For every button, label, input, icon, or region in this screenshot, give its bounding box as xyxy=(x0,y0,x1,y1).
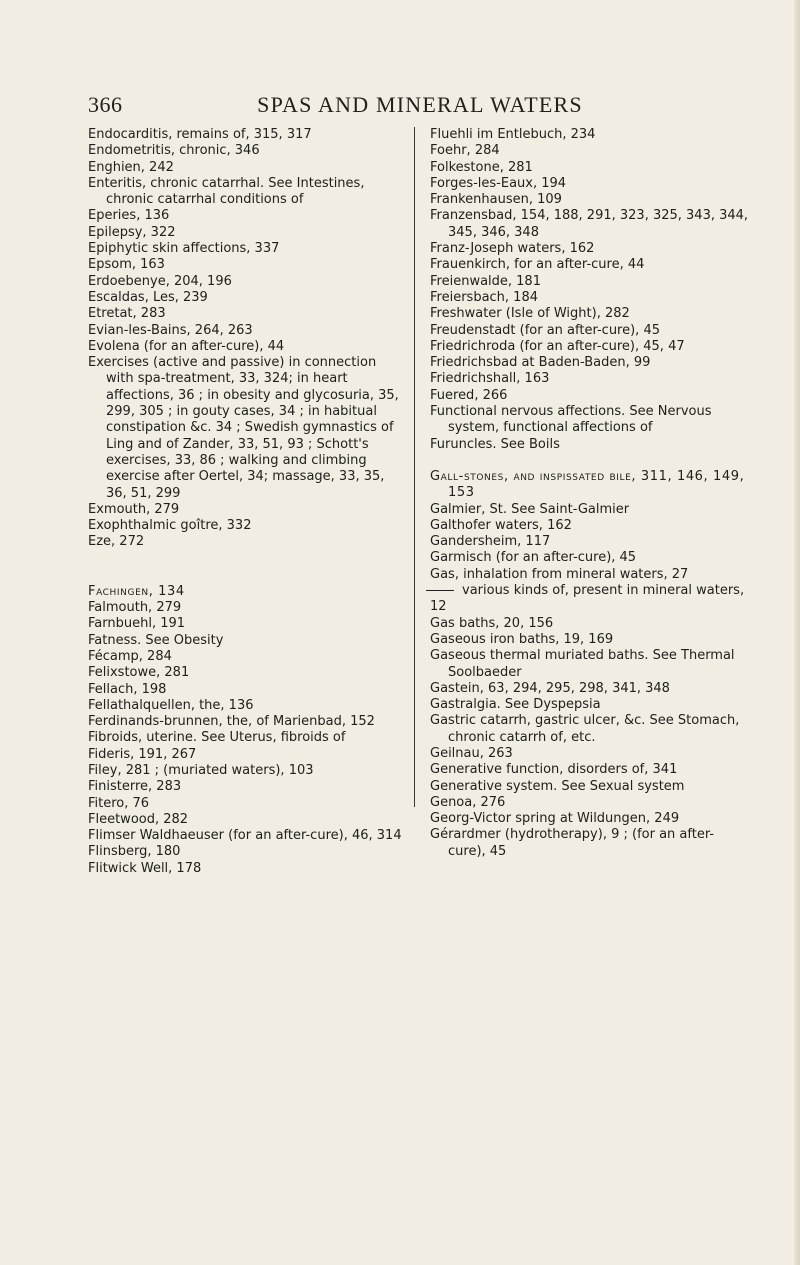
index-entry: Enghien, 242 xyxy=(88,159,174,175)
index-entry: Escaldas, Les, 239 xyxy=(88,289,208,305)
index-entry: Fibroids, uterine. See Uterus, fibroids of xyxy=(88,730,346,746)
index-entry: Eze, 272 xyxy=(88,534,145,550)
index-entry: Garmisch (for an after-cure), 45 xyxy=(430,550,637,566)
index-subentry-text: various kinds of, present in mineral waters, 12 xyxy=(430,583,745,615)
index-entry: Functional nervous affections. See Nervous system, functional affections of xyxy=(430,404,712,436)
index-entry: Flitwick Well, 178 xyxy=(88,860,202,876)
index-entry: Galthofer waters, 162 xyxy=(430,517,572,533)
index-entry: Epiphytic skin affections, 337 xyxy=(88,241,280,257)
index-entry: Friedrichroda (for an after-cure), 45, 47 xyxy=(430,338,685,354)
index-entry: Foehr, 284 xyxy=(430,143,500,159)
index-entry: Exophthalmic goître, 332 xyxy=(88,518,252,534)
index-entry: Farnbuehl, 191 xyxy=(88,616,186,632)
index-entry: Evian-les-Bains, 264, 263 xyxy=(88,322,253,338)
index-entry: Fuered, 266 xyxy=(430,387,508,403)
index-entry: Etretat, 283 xyxy=(88,306,166,322)
index-entry: Genoa, 276 xyxy=(430,794,506,810)
index-entry: Furuncles. See Boils xyxy=(430,436,560,452)
index-entry: Fleetwood, 282 xyxy=(88,811,189,827)
running-head: SPAS AND MINERAL WATERS xyxy=(257,92,583,117)
ditto-dash xyxy=(426,590,454,591)
index-entry: Generative system. See Sexual system xyxy=(430,778,685,794)
index-entry: Epilepsy, 322 xyxy=(88,224,176,240)
index-entry: Gastein, 63, 294, 295, 298, 341, 348 xyxy=(430,680,670,696)
index-entry: Epsom, 163 xyxy=(88,257,165,273)
index-entry: Gas baths, 20, 156 xyxy=(430,615,554,631)
index-entry: Georg-Victor spring at Wildungen, 249 xyxy=(430,811,680,827)
index-entry: Friedrichsbad at Baden-Baden, 99 xyxy=(430,355,651,371)
index-entry: Filey, 281 ; (muriated waters), 103 xyxy=(88,762,314,778)
index-entry: Galmier, St. See Saint-Galmier xyxy=(430,501,630,517)
index-entry: Gall-stones, and inspissated bile, 311, 146, 149, 153 xyxy=(430,468,745,501)
index-entry: Gaseous iron baths, 19, 169 xyxy=(430,631,614,647)
index-entry: Fachingen, 134 xyxy=(88,583,185,599)
index-entry: Franz-Joseph waters, 162 xyxy=(430,241,595,257)
index-entry: Flimser Waldhaeuser (for an after-cure), 46, 314 xyxy=(88,828,402,844)
index-entry: Exercises (active and passive) in connection with spa-treatment, 33, 324; in heart affections, 36 ; in obesity and glycosuria, 35, 299, 305 ; in gouty cases, 34 ; in habitual constipation &c. 34 ; Swedish gymnastics of Ling and of Zander, 33, 51, 93 ; Schott's exercises, 33, 86 ; walking and climbing exercise after Oertel, 34; massage, 33, 35, 36, 51, 299 xyxy=(88,355,399,501)
index-entry: Generative function, disorders of, 341 xyxy=(430,762,678,778)
index-entry: Endocarditis, remains of, 315, 317 xyxy=(88,127,312,142)
index-entry: Folkestone, 281 xyxy=(430,159,533,175)
index-entry: Finisterre, 283 xyxy=(88,779,182,795)
index-entry: Falmouth, 279 xyxy=(88,600,182,616)
index-entry: Frankenhausen, 109 xyxy=(430,192,562,208)
index-entry: Gastric catarrh, gastric ulcer, &c. See Stomach, chronic catarrh of, etc. xyxy=(430,713,740,745)
index-entry: Freudenstadt (for an after-cure), 45 xyxy=(430,322,660,338)
index-entry: Enteritis, chronic catarrhal. See Intestines, chronic catarrhal conditions of xyxy=(88,175,365,208)
index-entry: Erdoebenye, 204, 196 xyxy=(88,273,232,289)
index-entry: Freshwater (Isle of Wight), 282 xyxy=(430,306,630,322)
index-entry: Fatness. See Obesity xyxy=(88,632,224,648)
index-entry: Fitero, 76 xyxy=(88,795,150,811)
index-entry: Friedrichshall, 163 xyxy=(430,371,550,387)
index-entry: Flinsberg, 180 xyxy=(88,844,181,860)
index-entry: Gérardmer (hydrotherapy), 9 ; (for an after-cure), 45 xyxy=(430,827,715,859)
index-entry: Gas, inhalation from mineral waters, 27 xyxy=(430,566,689,582)
index-entry: Fécamp, 284 xyxy=(88,648,172,664)
index-entry: Endometritis, chronic, 346 xyxy=(88,143,260,159)
page-edge xyxy=(794,0,800,1265)
index-entry: Frauenkirch, for an after-cure, 44 xyxy=(430,257,645,273)
index-entry: Gaseous thermal muriated baths. See Thermal Soolbaeder xyxy=(430,648,735,680)
index-entry: Fellathalquellen, the, 136 xyxy=(88,697,254,713)
page-number: 366 xyxy=(88,92,123,117)
index-entry: Fellach, 198 xyxy=(88,681,167,697)
index-column-right xyxy=(430,127,750,860)
index-entry: Exmouth, 279 xyxy=(88,501,180,517)
index-entry: Freienwalde, 181 xyxy=(430,273,541,289)
index-subentry xyxy=(430,583,750,616)
index-entry: Franzensbad, 154, 188, 291, 323, 325, 343, 344, 345, 346, 348 xyxy=(430,208,749,240)
index-column-left xyxy=(88,127,406,877)
column-divider xyxy=(414,127,415,807)
index-entry: Geilnau, 263 xyxy=(430,745,513,761)
index-entry: Forges-les-Eaux, 194 xyxy=(430,175,567,191)
index-entry: Eperies, 136 xyxy=(88,208,170,224)
index-entry: Fluehli im Entlebuch, 234 xyxy=(430,127,596,142)
index-entry: Felixstowe, 281 xyxy=(88,665,190,681)
index-entry: Ferdinands-brunnen, the, of Marienbad, 152 xyxy=(88,714,375,730)
index-entry: Gastralgia. See Dyspepsia xyxy=(430,697,601,713)
index-entry: Freiersbach, 184 xyxy=(430,289,538,305)
index-entry: Evolena (for an after-cure), 44 xyxy=(88,338,285,354)
index-entry: Gandersheim, 117 xyxy=(430,534,551,550)
index-entry: Fideris, 191, 267 xyxy=(88,746,197,762)
